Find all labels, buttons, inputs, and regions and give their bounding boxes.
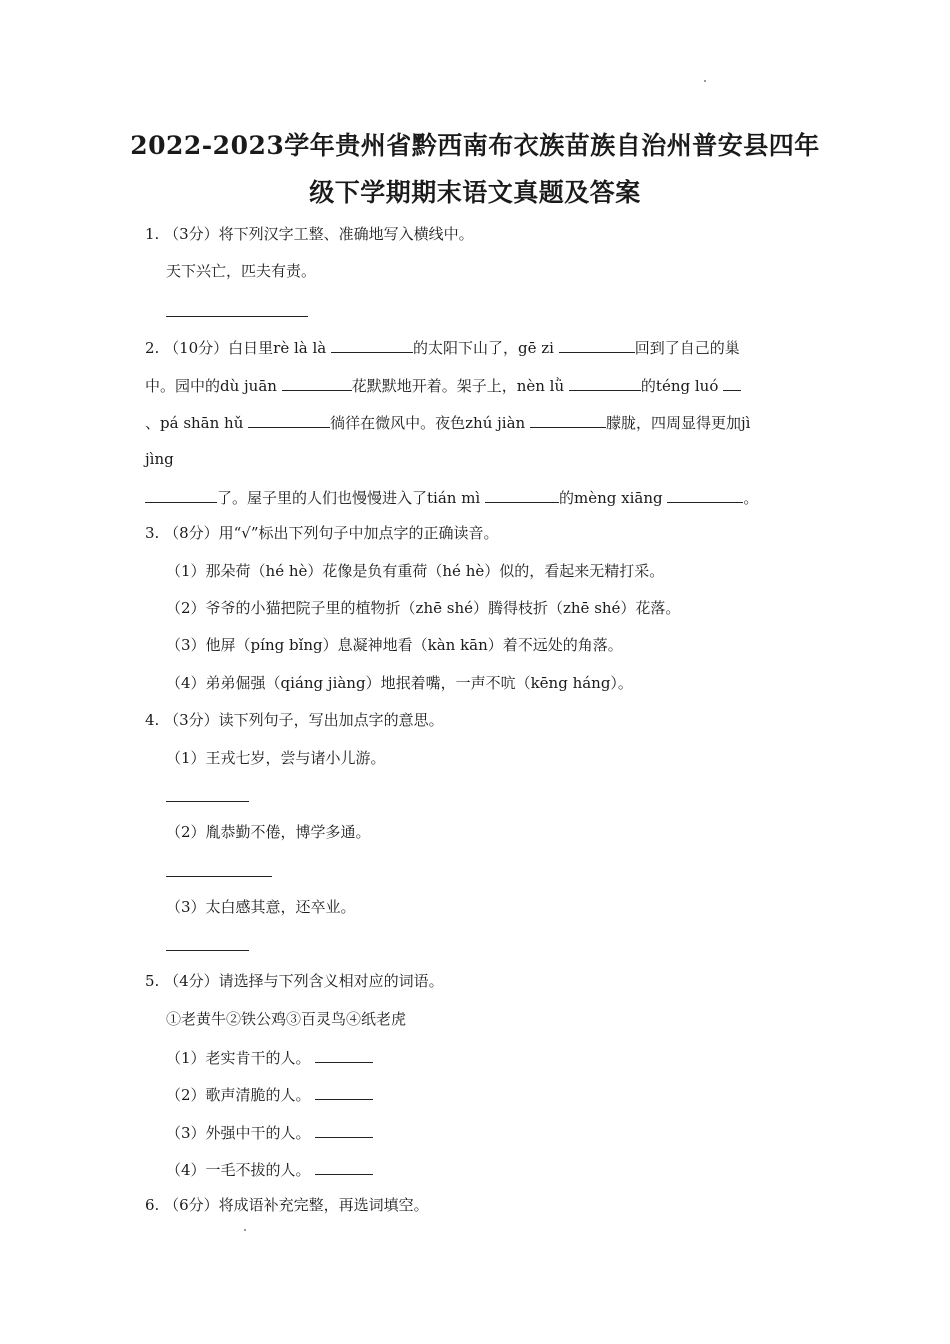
question-5-blank-1[interactable] [315, 1046, 373, 1063]
question-2-line-5: 了。屋子里的人们也慢慢进入了tián mì 的mèng xiāng 。 [145, 486, 758, 508]
question-2-line-2: 中。园中的dù juān 花默默地开着。架子上，nèn lǜ 的téng luó [145, 374, 741, 396]
question-1-text: 天下兴亡，匹夫有责。 [166, 262, 317, 280]
question-6-stem: 6. （6分）将成语补充完整，再选词填空。 [145, 1196, 429, 1214]
question-4-item-2: （2）胤恭勤不倦，博学多通。 [166, 823, 371, 841]
scan-dot [704, 80, 706, 82]
scan-dot [244, 1229, 246, 1231]
question-5-blank-3[interactable] [315, 1121, 373, 1138]
blank-pa-shan-hu[interactable] [248, 411, 330, 428]
question-5-item-3: （3）外强中干的人。 [166, 1121, 373, 1143]
blank-tian-mi[interactable] [485, 486, 559, 503]
blank-ge-zi[interactable] [559, 336, 635, 353]
question-3-stem: 3. （8分）用“√”标出下列句子中加点字的正确读音。 [145, 524, 499, 542]
question-5-stem: 5. （4分）请选择与下列含义相对应的词语。 [145, 972, 444, 990]
question-2-line-4: jìng [145, 450, 174, 468]
question-5-options: ①老黄牛②铁公鸡③百灵鸟④纸老虎 [166, 1010, 407, 1028]
blank-du-juan[interactable] [282, 374, 352, 391]
question-5-blank-4[interactable] [315, 1158, 373, 1175]
page-title-line-1: 2022-2023学年贵州省黔西南布衣族苗族自治州普安县四年 [130, 131, 820, 160]
blank-meng-xiang[interactable] [667, 486, 743, 503]
question-4-answer-line-1[interactable] [166, 801, 249, 802]
blank-nen-lv[interactable] [569, 374, 641, 391]
question-4-item-3: （3）太白感其意，还卒业。 [166, 898, 356, 916]
question-5-item-2: （2）歌声清脆的人。 [166, 1083, 373, 1105]
question-2-line-1: 2. （10分）白日里rè là là 的太阳下山了，gē zi 回到了自己的巢 [145, 336, 740, 358]
question-1-stem: 1. （3分）将下列汉字工整、准确地写入横线中。 [145, 225, 474, 243]
question-3-item-4: （4）弟弟倔强（qiáng jiàng）地抿着嘴，一声不吭（kēng háng）。 [166, 674, 633, 692]
blank-re-la-la[interactable] [331, 336, 413, 353]
question-4-stem: 4. （3分）读下列句子，写出加点字的意思。 [145, 711, 444, 729]
question-3-item-3: （3）他屏（píng bǐng）息凝神地看（kàn kān）着不远处的角落。 [166, 636, 623, 654]
blank-ji-jing[interactable] [145, 486, 217, 503]
question-5-blank-2[interactable] [315, 1083, 373, 1100]
question-1-answer-line[interactable] [166, 316, 308, 317]
question-4-answer-line-3[interactable] [166, 950, 249, 951]
blank-teng-luo[interactable] [723, 374, 741, 391]
question-3-item-2: （2）爷爷的小猫把院子里的植物折（zhē shé）腾得枝折（zhē shé）花落。 [166, 599, 681, 617]
question-5-item-4: （4）一毛不拔的人。 [166, 1158, 373, 1180]
question-4-item-1: （1）王戎七岁，尝与诸小儿游。 [166, 749, 386, 767]
question-3-item-1: （1）那朵荷（hé hè）花像是负有重荷（hé hè）似的，看起来无精打采。 [166, 562, 665, 580]
page-title-line-2: 级下学期期末语文真题及答案 [309, 178, 641, 207]
blank-zhu-jian[interactable] [530, 411, 606, 428]
question-4-answer-line-2[interactable] [166, 876, 272, 877]
question-2-line-3: 、pá shān hǔ 徜徉在微风中。夜色zhú jiàn 朦胧，四周显得更加jì [145, 411, 750, 433]
question-5-item-1: （1）老实肯干的人。 [166, 1046, 373, 1068]
